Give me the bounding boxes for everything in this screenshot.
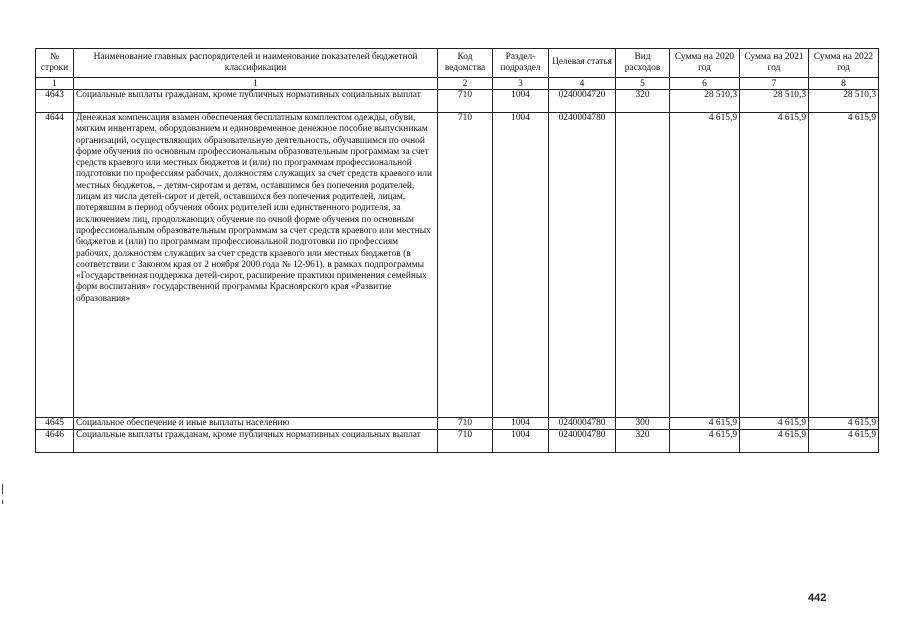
expense-type: 320: [616, 90, 670, 113]
scan-margin-mark: [2, 500, 3, 504]
table-row: [36, 430, 879, 453]
row-number: 4644: [36, 113, 74, 418]
row-name: Денежная компенсация взамен обеспечения бесплатным комплектом одежды, обуви, мягким инвентарем, оборудованием и единовременное денежное пособие выпускникам организаций, осуществляющих образовательную деятельность, обучавшимся по очной форме обучения по основным профессиональным образовательным программам за счет средств краевого или местных бюджетов и (или) по программам профессиональной подготовки по профессиям рабочих, должностям служащих за счет средств краевого или местных бюджетов, – детям-сиротам и детям, оставшимся без попечения родителей, лицам из числа детей-сирот и детей, оставшихся без попечения родителей, лицам, потерявшим в период обучения обоих родителей или единственного родителя, за исключением лиц, продолжающих обучение по очной форме обучения по основным профессиональным образовательным программам за счет средств краевого или местных бюджетов и (или) по программам профессиональной подготовки по профессиям рабочих, должностям служащих за счет средств краевого или местных бюджетов (в соответствии с Законом края от 2 ноября 2000 года № 12-961), в рамках подпрограммы «Государственная поддержка детей-сирот, расширение практики применения семейных форм воспитания» государственной программы Красноярского края «Развитие образования»: [74, 113, 438, 418]
dept-code: 710: [438, 90, 493, 113]
sum-2022: 4 615,9: [809, 430, 879, 453]
target-code: 0240004780: [549, 113, 616, 418]
budget-table: [35, 48, 879, 453]
row-name: Социальные выплаты гражданам, кроме публичных нормативных социальных выплат: [74, 90, 438, 113]
header-sum-2021: Сумма на 2021 год: [740, 49, 809, 78]
section-code: 1004: [493, 430, 549, 453]
sum-2020: 4 615,9: [670, 418, 740, 430]
page-number: 442: [808, 592, 827, 604]
column-number: 6: [670, 78, 740, 90]
column-number: 3: [493, 78, 549, 90]
header-dept-code: Код ведомства: [438, 49, 493, 78]
section-code: 1004: [493, 418, 549, 430]
target-code: 0240004780: [549, 430, 616, 453]
section-code: 1004: [493, 113, 549, 418]
target-code: 0240004780: [549, 418, 616, 430]
column-number: 4: [549, 78, 616, 90]
column-number: 7: [740, 78, 809, 90]
table-row: [36, 418, 879, 430]
scan-margin-mark: [2, 484, 3, 494]
header-target: Целевая статья: [549, 49, 616, 78]
column-number: 2: [438, 78, 493, 90]
sum-2020: 4 615,9: [670, 113, 740, 418]
row-name: Социальное обеспечение и иные выплаты населению: [74, 418, 438, 430]
table-row: [36, 113, 879, 418]
sum-2021: 4 615,9: [740, 418, 809, 430]
sum-2021: 4 615,9: [740, 430, 809, 453]
header-sum-2020: Сумма на 2020 год: [670, 49, 740, 78]
expense-type: 300: [616, 418, 670, 430]
dept-code: 710: [438, 430, 493, 453]
sum-2020: 28 510,3: [670, 90, 740, 113]
sum-2021: 28 510,3: [740, 90, 809, 113]
row-number: 4645: [36, 418, 74, 430]
header-section: Раздел-подраздел: [493, 49, 549, 78]
row-number: 4646: [36, 430, 74, 453]
column-number: 1: [74, 78, 438, 90]
column-number-row: [36, 78, 879, 90]
header-name: Наименование главных распорядителей и наименование показателей бюджетной классификации: [74, 49, 438, 78]
header-row: [36, 49, 879, 78]
table-row: [36, 90, 879, 113]
sum-2022: 4 615,9: [809, 418, 879, 430]
sum-2022: 28 510,3: [809, 90, 879, 113]
dept-code: 710: [438, 113, 493, 418]
row-number: 4643: [36, 90, 74, 113]
sum-2021: 4 615,9: [740, 113, 809, 418]
expense-type: 320: [616, 430, 670, 453]
row-name: Социальные выплаты гражданам, кроме публичных нормативных социальных выплат: [74, 430, 438, 453]
expense-type: [616, 113, 670, 418]
header-sum-2022: Сумма на 2022 год: [809, 49, 879, 78]
section-code: 1004: [493, 90, 549, 113]
dept-code: 710: [438, 418, 493, 430]
header-expense-type: Вид расходов: [616, 49, 670, 78]
target-code: 0240004720: [549, 90, 616, 113]
sum-2022: 4 615,9: [809, 113, 879, 418]
column-number: 1: [36, 78, 74, 90]
column-number: 8: [809, 78, 879, 90]
header-row-no: № строки: [36, 49, 74, 78]
sum-2020: 4 615,9: [670, 430, 740, 453]
column-number: 5: [616, 78, 670, 90]
